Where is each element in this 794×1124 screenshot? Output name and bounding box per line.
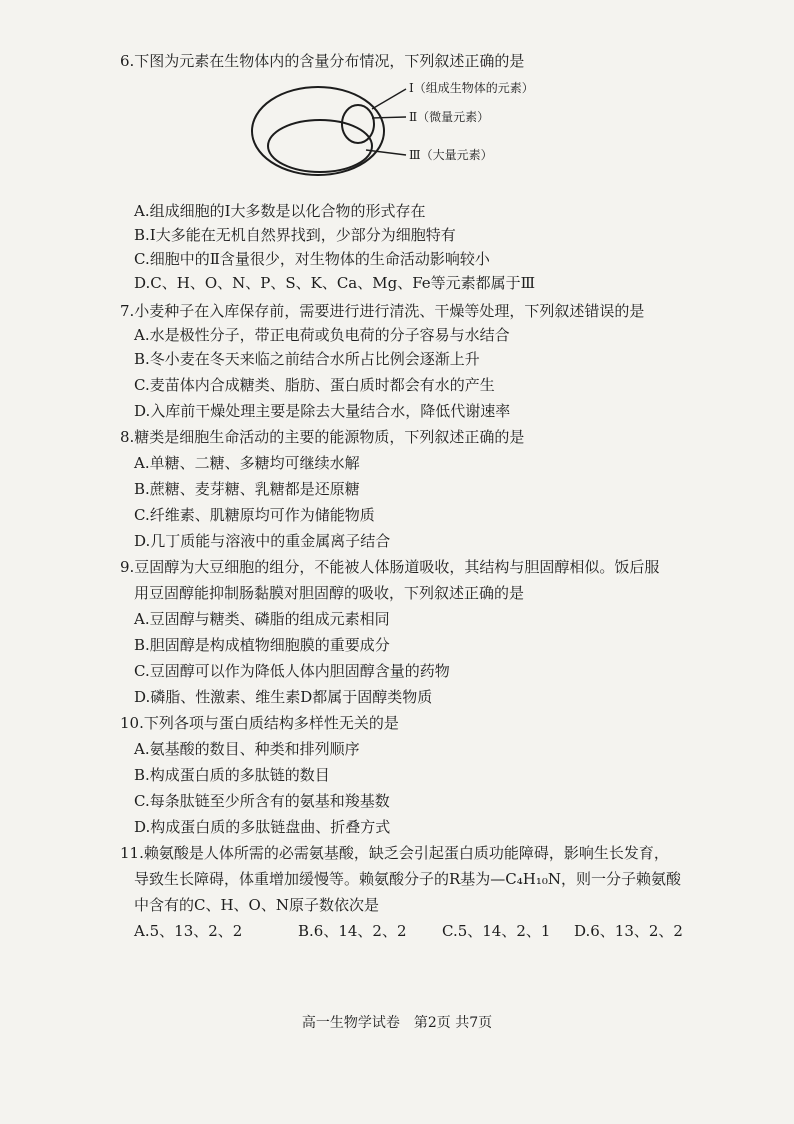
q10-option-a: A.氨基酸的数目、种类和排列顺序 bbox=[134, 740, 360, 758]
q10-option-d: D.构成蛋白质的多肽链盘曲、折叠方式 bbox=[134, 818, 391, 836]
q6-option-b: B.Ⅰ大多能在无机自然界找到，少部分为细胞特有 bbox=[134, 226, 456, 244]
leader-line-3 bbox=[366, 150, 406, 155]
question-11-stem-line-2: 导致生长障碍，体重增加缓慢等。赖氨酸分子的R基为—C₄H₁₀N，则一分子赖氨酸 bbox=[134, 870, 682, 888]
q8-option-c: C.纤维素、肌糖原均可作为储能物质 bbox=[134, 506, 375, 524]
leader-line-2 bbox=[372, 117, 406, 118]
element-venn-diagram bbox=[246, 76, 566, 186]
q11-option-d: D.6、13、2、2 bbox=[574, 922, 683, 940]
q8-option-d: D.几丁质能与溶液中的重金属离子结合 bbox=[134, 532, 391, 550]
set-3-ellipse bbox=[268, 120, 372, 172]
diagram-label-1: Ⅰ（组成生物体的元素） bbox=[409, 81, 534, 95]
diagram-label-2: Ⅱ（微量元素） bbox=[409, 110, 490, 124]
question-8-stem: 8.糖类是细胞生命活动的主要的能源物质，下列叙述正确的是 bbox=[120, 428, 525, 446]
page-footer: 高一生物学试卷 第2页 共7页 bbox=[301, 1015, 493, 1031]
q8-option-a: A.单糖、二糖、多糖均可继续水解 bbox=[134, 454, 360, 472]
q7-option-c: C.麦苗体内合成糖类、脂肪、蛋白质时都会有水的产生 bbox=[134, 376, 495, 394]
q7-option-b: B.冬小麦在冬天来临之前结合水所占比例会逐渐上升 bbox=[134, 350, 480, 368]
q9-option-b: B.胆固醇是构成植物细胞膜的重要成分 bbox=[134, 636, 390, 654]
q11-option-b: B.6、14、2、2 bbox=[298, 922, 407, 940]
diagram-label-3: Ⅲ（大量元素） bbox=[409, 148, 493, 162]
question-10-stem: 10.下列各项与蛋白质结构多样性无关的是 bbox=[120, 714, 399, 732]
q10-option-c: C.每条肽链至少所含有的氨基和羧基数 bbox=[134, 792, 390, 810]
leader-line-1 bbox=[372, 89, 406, 109]
q7-option-d: D.入库前干燥处理主要是除去大量结合水，降低代谢速率 bbox=[134, 402, 511, 420]
question-11-stem-line-3: 中含有的C、H、O、N原子数依次是 bbox=[134, 896, 379, 914]
q7-option-a: A.水是极性分子，带正电荷或负电荷的分子容易与水结合 bbox=[134, 326, 510, 344]
question-9-stem-line-1: 9.豆固醇为大豆细胞的组分，不能被人体肠道吸收，其结构与胆固醇相似。饭后服 bbox=[120, 558, 660, 576]
question-11-stem-line-1: 11.赖氨酸是人体所需的必需氨基酸，缺乏会引起蛋白质功能障碍，影响生长发育， bbox=[120, 844, 669, 862]
q6-option-c: C.细胞中的Ⅱ含量很少，对生物体的生命活动影响较小 bbox=[134, 250, 490, 268]
q9-option-c: C.豆固醇可以作为降低人体内胆固醇含量的药物 bbox=[134, 662, 450, 680]
question-6-stem: 6.下图为元素在生物体内的含量分布情况，下列叙述正确的是 bbox=[120, 52, 525, 70]
q9-option-d: D.磷脂、性激素、维生素D都属于固醇类物质 bbox=[134, 688, 433, 706]
question-9-stem-line-2: 用豆固醇能抑制肠黏膜对胆固醇的吸收，下列叙述正确的是 bbox=[134, 584, 525, 602]
q10-option-b: B.构成蛋白质的多肽链的数目 bbox=[134, 766, 330, 784]
q11-option-c: C.5、14、2、1 bbox=[442, 922, 551, 940]
question-7-stem: 7.小麦种子在入库保存前，需要进行进行清洗、干燥等处理，下列叙述错误的是 bbox=[120, 302, 645, 320]
q11-option-a: A.5、13、2、2 bbox=[134, 922, 243, 940]
q6-option-d: D.C、H、O、N、P、S、K、Ca、Mg、Fe等元素都属于Ⅲ bbox=[134, 274, 536, 292]
q6-option-a: A.组成细胞的Ⅰ大多数是以化合物的形式存在 bbox=[134, 202, 426, 220]
q11-options-row bbox=[134, 918, 683, 944]
q9-option-a: A.豆固醇与糖类、磷脂的组成元素相同 bbox=[134, 610, 390, 628]
q8-option-b: B.蔗糖、麦芽糖、乳糖都是还原糖 bbox=[134, 480, 360, 498]
